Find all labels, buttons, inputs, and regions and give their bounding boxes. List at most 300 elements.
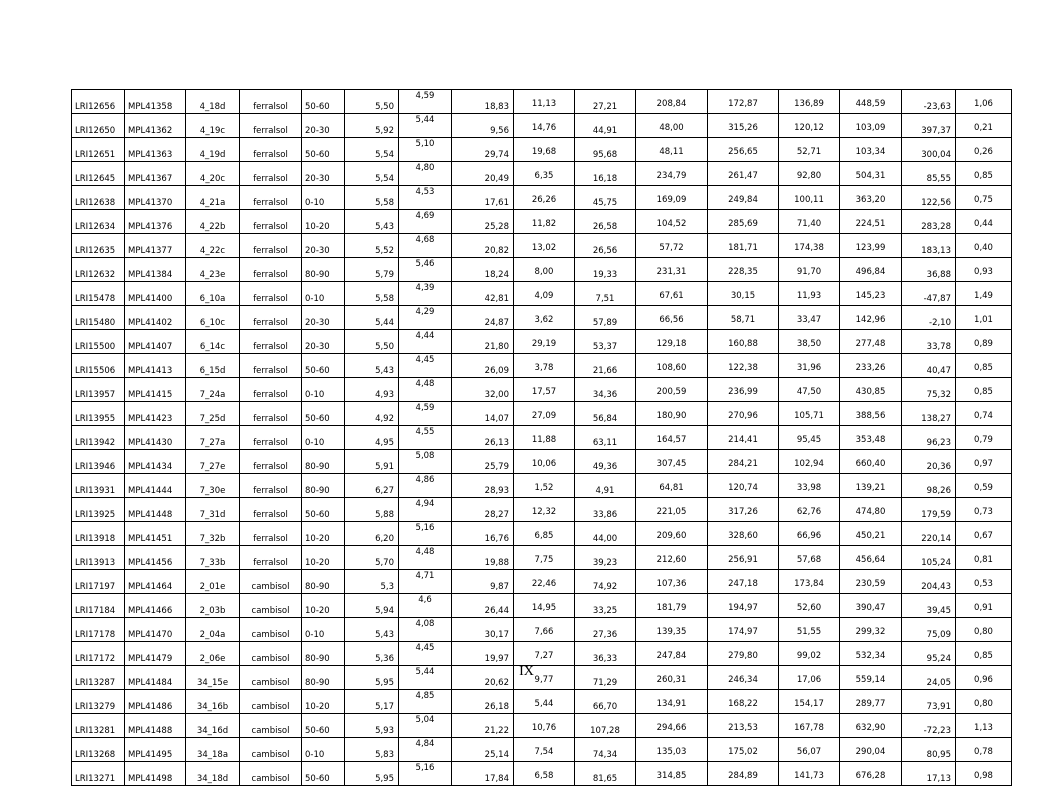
cell-value-d: 6,58 [514,762,575,786]
cell-lab-id: LRI13957 [72,378,125,402]
cell-value-j: -72,23 [902,714,956,738]
cell-value-k: 0,80 [956,690,1012,714]
cell-value-e: 66,70 [575,690,636,714]
cell-sample-id: MPL41430 [125,426,186,450]
cell-soil-type: cambisol [240,642,302,666]
cell-value-c: 9,87 [452,570,514,594]
cell-value-f: 129,18 [636,330,708,354]
cell-value-d: 22,46 [514,570,575,594]
table-row [72,690,1012,714]
table-row [72,234,1012,258]
cell-profile-code: 7_33b [186,546,240,570]
cell-value-h: 52,71 [779,138,840,162]
cell-value-c: 17,84 [452,762,514,786]
cell-value-f: 57,72 [636,234,708,258]
cell-profile-code: 4_19c [186,114,240,138]
cell-value-j: 39,45 [902,594,956,618]
table-row [72,570,1012,594]
cell-value-a: 5,43 [345,618,399,642]
cell-value-f: 314,85 [636,762,708,786]
cell-depth: 0-10 [302,426,345,450]
cell-value-h: 141,73 [779,762,840,786]
cell-depth: 80-90 [302,666,345,690]
cell-value-g: 122,38 [708,354,779,378]
cell-sample-id: MPL41488 [125,714,186,738]
cell-value-k: 0,85 [956,378,1012,402]
table-row [72,426,1012,450]
cell-depth: 20-30 [302,114,345,138]
cell-value-i: 224,51 [840,210,902,234]
table-row [72,186,1012,210]
cell-soil-type: ferralsol [240,330,302,354]
cell-value-e: 57,89 [575,306,636,330]
table-row [72,594,1012,618]
cell-value-j: 138,27 [902,402,956,426]
cell-value-i: 353,48 [840,426,902,450]
cell-depth: 10-20 [302,210,345,234]
cell-value-k: 0,91 [956,594,1012,618]
cell-value-i: 390,47 [840,594,902,618]
table-row [72,714,1012,738]
cell-value-e: 34,36 [575,378,636,402]
cell-value-d: 12,32 [514,498,575,522]
cell-value-i: 496,84 [840,258,902,282]
cell-value-f: 108,60 [636,354,708,378]
cell-soil-type: ferralsol [240,522,302,546]
cell-value-h: 120,12 [779,114,840,138]
cell-value-e: 56,84 [575,402,636,426]
cell-lab-id: LRI13925 [72,498,125,522]
cell-value-d: 11,13 [514,90,575,114]
cell-profile-code: 6_15d [186,354,240,378]
cell-value-k: 1,06 [956,90,1012,114]
cell-value-b: 4,86 [399,474,452,498]
cell-value-h: 31,96 [779,354,840,378]
cell-value-d: 14,76 [514,114,575,138]
cell-profile-code: 6_10c [186,306,240,330]
cell-value-f: 67,61 [636,282,708,306]
cell-profile-code: 7_32b [186,522,240,546]
cell-value-d: 6,85 [514,522,575,546]
cell-value-k: 0,85 [956,354,1012,378]
cell-value-c: 20,62 [452,666,514,690]
cell-value-j: 96,23 [902,426,956,450]
cell-value-b: 4,53 [399,186,452,210]
cell-value-c: 26,09 [452,354,514,378]
cell-sample-id: MPL41448 [125,498,186,522]
cell-value-c: 20,49 [452,162,514,186]
cell-value-c: 28,93 [452,474,514,498]
cell-depth: 0-10 [302,186,345,210]
cell-lab-id: LRI13287 [72,666,125,690]
cell-value-g: 172,87 [708,90,779,114]
cell-lab-id: LRI15506 [72,354,125,378]
cell-value-d: 7,75 [514,546,575,570]
cell-value-e: 107,28 [575,714,636,738]
cell-value-i: 474,80 [840,498,902,522]
cell-value-a: 5,36 [345,642,399,666]
cell-value-d: 6,35 [514,162,575,186]
cell-depth: 50-60 [302,90,345,114]
cell-value-d: 4,09 [514,282,575,306]
cell-value-b: 4,45 [399,354,452,378]
cell-value-i: 103,09 [840,114,902,138]
cell-value-d: 7,66 [514,618,575,642]
cell-value-g: 58,71 [708,306,779,330]
cell-value-d: 26,26 [514,186,575,210]
cell-value-a: 5,43 [345,210,399,234]
cell-depth: 10-20 [302,594,345,618]
cell-lab-id: LRI12638 [72,186,125,210]
cell-value-j: 98,26 [902,474,956,498]
cell-value-e: 44,00 [575,522,636,546]
cell-depth: 50-60 [302,714,345,738]
cell-lab-id: LRI17172 [72,642,125,666]
cell-value-i: 123,99 [840,234,902,258]
cell-value-h: 17,06 [779,666,840,690]
table-row [72,642,1012,666]
cell-profile-code: 6_10a [186,282,240,306]
cell-sample-id: MPL41384 [125,258,186,282]
cell-value-e: 81,65 [575,762,636,786]
cell-profile-code: 4_21a [186,186,240,210]
cell-soil-type: ferralsol [240,546,302,570]
cell-sample-id: MPL41402 [125,306,186,330]
cell-depth: 80-90 [302,570,345,594]
cell-depth: 80-90 [302,642,345,666]
cell-value-b: 4,45 [399,642,452,666]
cell-value-f: 48,00 [636,114,708,138]
cell-value-k: 0,85 [956,162,1012,186]
cell-value-k: 0,96 [956,666,1012,690]
cell-value-c: 19,88 [452,546,514,570]
page-number: IX [519,664,534,679]
cell-value-d: 19,68 [514,138,575,162]
cell-value-i: 448,59 [840,90,902,114]
cell-value-b: 5,04 [399,714,452,738]
cell-value-a: 5,3 [345,570,399,594]
cell-value-h: 99,02 [779,642,840,666]
cell-value-h: 167,78 [779,714,840,738]
cell-value-k: 0,59 [956,474,1012,498]
cell-value-k: 0,21 [956,114,1012,138]
cell-value-i: 299,32 [840,618,902,642]
cell-value-d: 3,62 [514,306,575,330]
cell-value-d: 9,77 [514,666,575,690]
cell-value-a: 6,20 [345,522,399,546]
cell-depth: 50-60 [302,762,345,786]
cell-value-a: 6,27 [345,474,399,498]
data-table [71,89,1012,786]
cell-value-h: 11,93 [779,282,840,306]
cell-depth: 80-90 [302,450,345,474]
cell-profile-code: 4_23e [186,258,240,282]
cell-depth: 50-60 [302,138,345,162]
cell-value-f: 221,05 [636,498,708,522]
cell-value-j: 80,95 [902,738,956,762]
cell-value-f: 48,11 [636,138,708,162]
cell-lab-id: LRI12645 [72,162,125,186]
cell-value-e: 33,25 [575,594,636,618]
cell-value-f: 135,03 [636,738,708,762]
cell-value-f: 134,91 [636,690,708,714]
cell-value-c: 32,00 [452,378,514,402]
table-row [72,522,1012,546]
cell-value-b: 4,29 [399,306,452,330]
cell-value-h: 174,38 [779,234,840,258]
cell-value-g: 120,74 [708,474,779,498]
table-row [72,258,1012,282]
cell-depth: 50-60 [302,498,345,522]
cell-lab-id: LRI12635 [72,234,125,258]
cell-lab-id: LRI15478 [72,282,125,306]
cell-depth: 20-30 [302,162,345,186]
cell-lab-id: LRI13946 [72,450,125,474]
cell-value-d: 7,54 [514,738,575,762]
cell-value-e: 19,33 [575,258,636,282]
cell-value-g: 279,80 [708,642,779,666]
cell-value-a: 5,83 [345,738,399,762]
cell-value-g: 256,91 [708,546,779,570]
cell-value-k: 0,75 [956,186,1012,210]
cell-sample-id: MPL41367 [125,162,186,186]
cell-value-c: 17,61 [452,186,514,210]
cell-value-b: 5,08 [399,450,452,474]
cell-sample-id: MPL41362 [125,114,186,138]
cell-value-k: 0,85 [956,642,1012,666]
cell-value-e: 7,51 [575,282,636,306]
cell-value-d: 8,00 [514,258,575,282]
cell-profile-code: 4_18d [186,90,240,114]
cell-value-a: 5,17 [345,690,399,714]
cell-value-b: 4,55 [399,426,452,450]
cell-value-i: 504,31 [840,162,902,186]
cell-value-g: 181,71 [708,234,779,258]
cell-soil-type: ferralsol [240,138,302,162]
cell-value-c: 24,87 [452,306,514,330]
cell-sample-id: MPL41486 [125,690,186,714]
cell-lab-id: LRI17197 [72,570,125,594]
cell-depth: 0-10 [302,738,345,762]
cell-value-e: 27,36 [575,618,636,642]
cell-value-j: 283,28 [902,210,956,234]
cell-value-h: 102,94 [779,450,840,474]
cell-value-k: 0,44 [956,210,1012,234]
cell-value-f: 139,35 [636,618,708,642]
cell-value-j: 75,09 [902,618,956,642]
cell-sample-id: MPL41479 [125,642,186,666]
cell-soil-type: ferralsol [240,498,302,522]
cell-profile-code: 34_16b [186,690,240,714]
cell-value-k: 0,98 [956,762,1012,786]
cell-value-j: 73,91 [902,690,956,714]
cell-value-c: 26,13 [452,426,514,450]
cell-value-a: 5,58 [345,186,399,210]
cell-depth: 50-60 [302,402,345,426]
cell-value-h: 33,98 [779,474,840,498]
cell-value-i: 456,64 [840,546,902,570]
cell-value-h: 95,45 [779,426,840,450]
cell-value-d: 11,88 [514,426,575,450]
cell-value-g: 247,18 [708,570,779,594]
cell-sample-id: MPL41464 [125,570,186,594]
table-row [72,762,1012,786]
cell-value-e: 49,36 [575,450,636,474]
cell-depth: 20-30 [302,234,345,258]
cell-profile-code: 7_27a [186,426,240,450]
cell-value-b: 4,85 [399,690,452,714]
cell-value-d: 5,44 [514,690,575,714]
cell-value-g: 213,53 [708,714,779,738]
cell-value-a: 5,95 [345,762,399,786]
cell-value-f: 247,84 [636,642,708,666]
cell-value-c: 26,18 [452,690,514,714]
cell-value-k: 0,78 [956,738,1012,762]
cell-value-i: 559,14 [840,666,902,690]
cell-value-d: 14,95 [514,594,575,618]
cell-value-b: 4,6 [399,594,452,618]
cell-value-c: 18,24 [452,258,514,282]
cell-value-b: 4,68 [399,234,452,258]
cell-soil-type: ferralsol [240,210,302,234]
cell-value-k: 0,81 [956,546,1012,570]
cell-value-k: 0,26 [956,138,1012,162]
cell-soil-type: cambisol [240,570,302,594]
cell-lab-id: LRI13279 [72,690,125,714]
cell-value-k: 0,93 [956,258,1012,282]
cell-lab-id: LRI13281 [72,714,125,738]
cell-value-h: 52,60 [779,594,840,618]
cell-sample-id: MPL41456 [125,546,186,570]
table-row [72,282,1012,306]
cell-sample-id: MPL41415 [125,378,186,402]
cell-value-f: 260,31 [636,666,708,690]
cell-value-f: 64,81 [636,474,708,498]
cell-value-c: 9,56 [452,114,514,138]
cell-sample-id: MPL41423 [125,402,186,426]
cell-profile-code: 6_14c [186,330,240,354]
table-row [72,450,1012,474]
cell-value-j: 300,04 [902,138,956,162]
cell-profile-code: 2_04a [186,618,240,642]
cell-value-g: 30,15 [708,282,779,306]
cell-value-a: 5,88 [345,498,399,522]
cell-value-h: 51,55 [779,618,840,642]
cell-depth: 80-90 [302,258,345,282]
cell-profile-code: 4_19d [186,138,240,162]
cell-value-f: 66,56 [636,306,708,330]
cell-value-j: 220,14 [902,522,956,546]
cell-lab-id: LRI12634 [72,210,125,234]
cell-sample-id: MPL41470 [125,618,186,642]
table-row [72,210,1012,234]
cell-value-g: 228,35 [708,258,779,282]
cell-value-f: 294,66 [636,714,708,738]
cell-value-e: 44,91 [575,114,636,138]
cell-soil-type: ferralsol [240,162,302,186]
cell-value-g: 246,34 [708,666,779,690]
cell-profile-code: 2_06e [186,642,240,666]
cell-value-e: 27,21 [575,90,636,114]
cell-value-g: 174,97 [708,618,779,642]
cell-soil-type: cambisol [240,666,302,690]
cell-value-c: 42,81 [452,282,514,306]
cell-value-e: 53,37 [575,330,636,354]
cell-profile-code: 7_24a [186,378,240,402]
cell-value-j: 397,37 [902,114,956,138]
table-body [72,90,1012,786]
cell-value-i: 233,26 [840,354,902,378]
cell-profile-code: 4_20c [186,162,240,186]
cell-soil-type: cambisol [240,690,302,714]
cell-value-e: 33,86 [575,498,636,522]
table-row [72,618,1012,642]
cell-value-e: 26,56 [575,234,636,258]
cell-value-a: 5,70 [345,546,399,570]
cell-value-b: 4,84 [399,738,452,762]
cell-soil-type: ferralsol [240,90,302,114]
cell-value-i: 230,59 [840,570,902,594]
table-row [72,738,1012,762]
table-row [72,498,1012,522]
cell-value-j: 204,43 [902,570,956,594]
cell-value-b: 4,48 [399,546,452,570]
cell-value-g: 261,47 [708,162,779,186]
cell-value-a: 4,92 [345,402,399,426]
cell-value-g: 236,99 [708,378,779,402]
cell-value-k: 0,53 [956,570,1012,594]
cell-value-b: 4,71 [399,570,452,594]
cell-value-j: 85,55 [902,162,956,186]
cell-sample-id: MPL41434 [125,450,186,474]
cell-value-i: 290,04 [840,738,902,762]
cell-value-h: 154,17 [779,690,840,714]
cell-value-b: 4,80 [399,162,452,186]
cell-value-j: 33,78 [902,330,956,354]
cell-value-h: 66,96 [779,522,840,546]
cell-value-g: 270,96 [708,402,779,426]
cell-value-b: 5,44 [399,666,452,690]
cell-value-e: 74,92 [575,570,636,594]
cell-value-i: 430,85 [840,378,902,402]
cell-sample-id: MPL41498 [125,762,186,786]
cell-value-j: 179,59 [902,498,956,522]
cell-soil-type: ferralsol [240,402,302,426]
table-row [72,114,1012,138]
cell-value-i: 145,23 [840,282,902,306]
cell-value-d: 10,76 [514,714,575,738]
cell-lab-id: LRI13913 [72,546,125,570]
cell-value-d: 3,78 [514,354,575,378]
cell-value-g: 315,26 [708,114,779,138]
cell-value-h: 56,07 [779,738,840,762]
cell-value-c: 30,17 [452,618,514,642]
table-row [72,306,1012,330]
cell-lab-id: LRI13955 [72,402,125,426]
cell-value-f: 212,60 [636,546,708,570]
cell-lab-id: LRI12650 [72,114,125,138]
cell-value-a: 5,79 [345,258,399,282]
cell-value-j: -23,63 [902,90,956,114]
cell-value-a: 5,93 [345,714,399,738]
cell-value-d: 13,02 [514,234,575,258]
cell-value-k: 0,40 [956,234,1012,258]
cell-value-h: 62,76 [779,498,840,522]
cell-profile-code: 7_30e [186,474,240,498]
cell-soil-type: cambisol [240,738,302,762]
cell-value-h: 38,50 [779,330,840,354]
cell-value-a: 5,50 [345,90,399,114]
